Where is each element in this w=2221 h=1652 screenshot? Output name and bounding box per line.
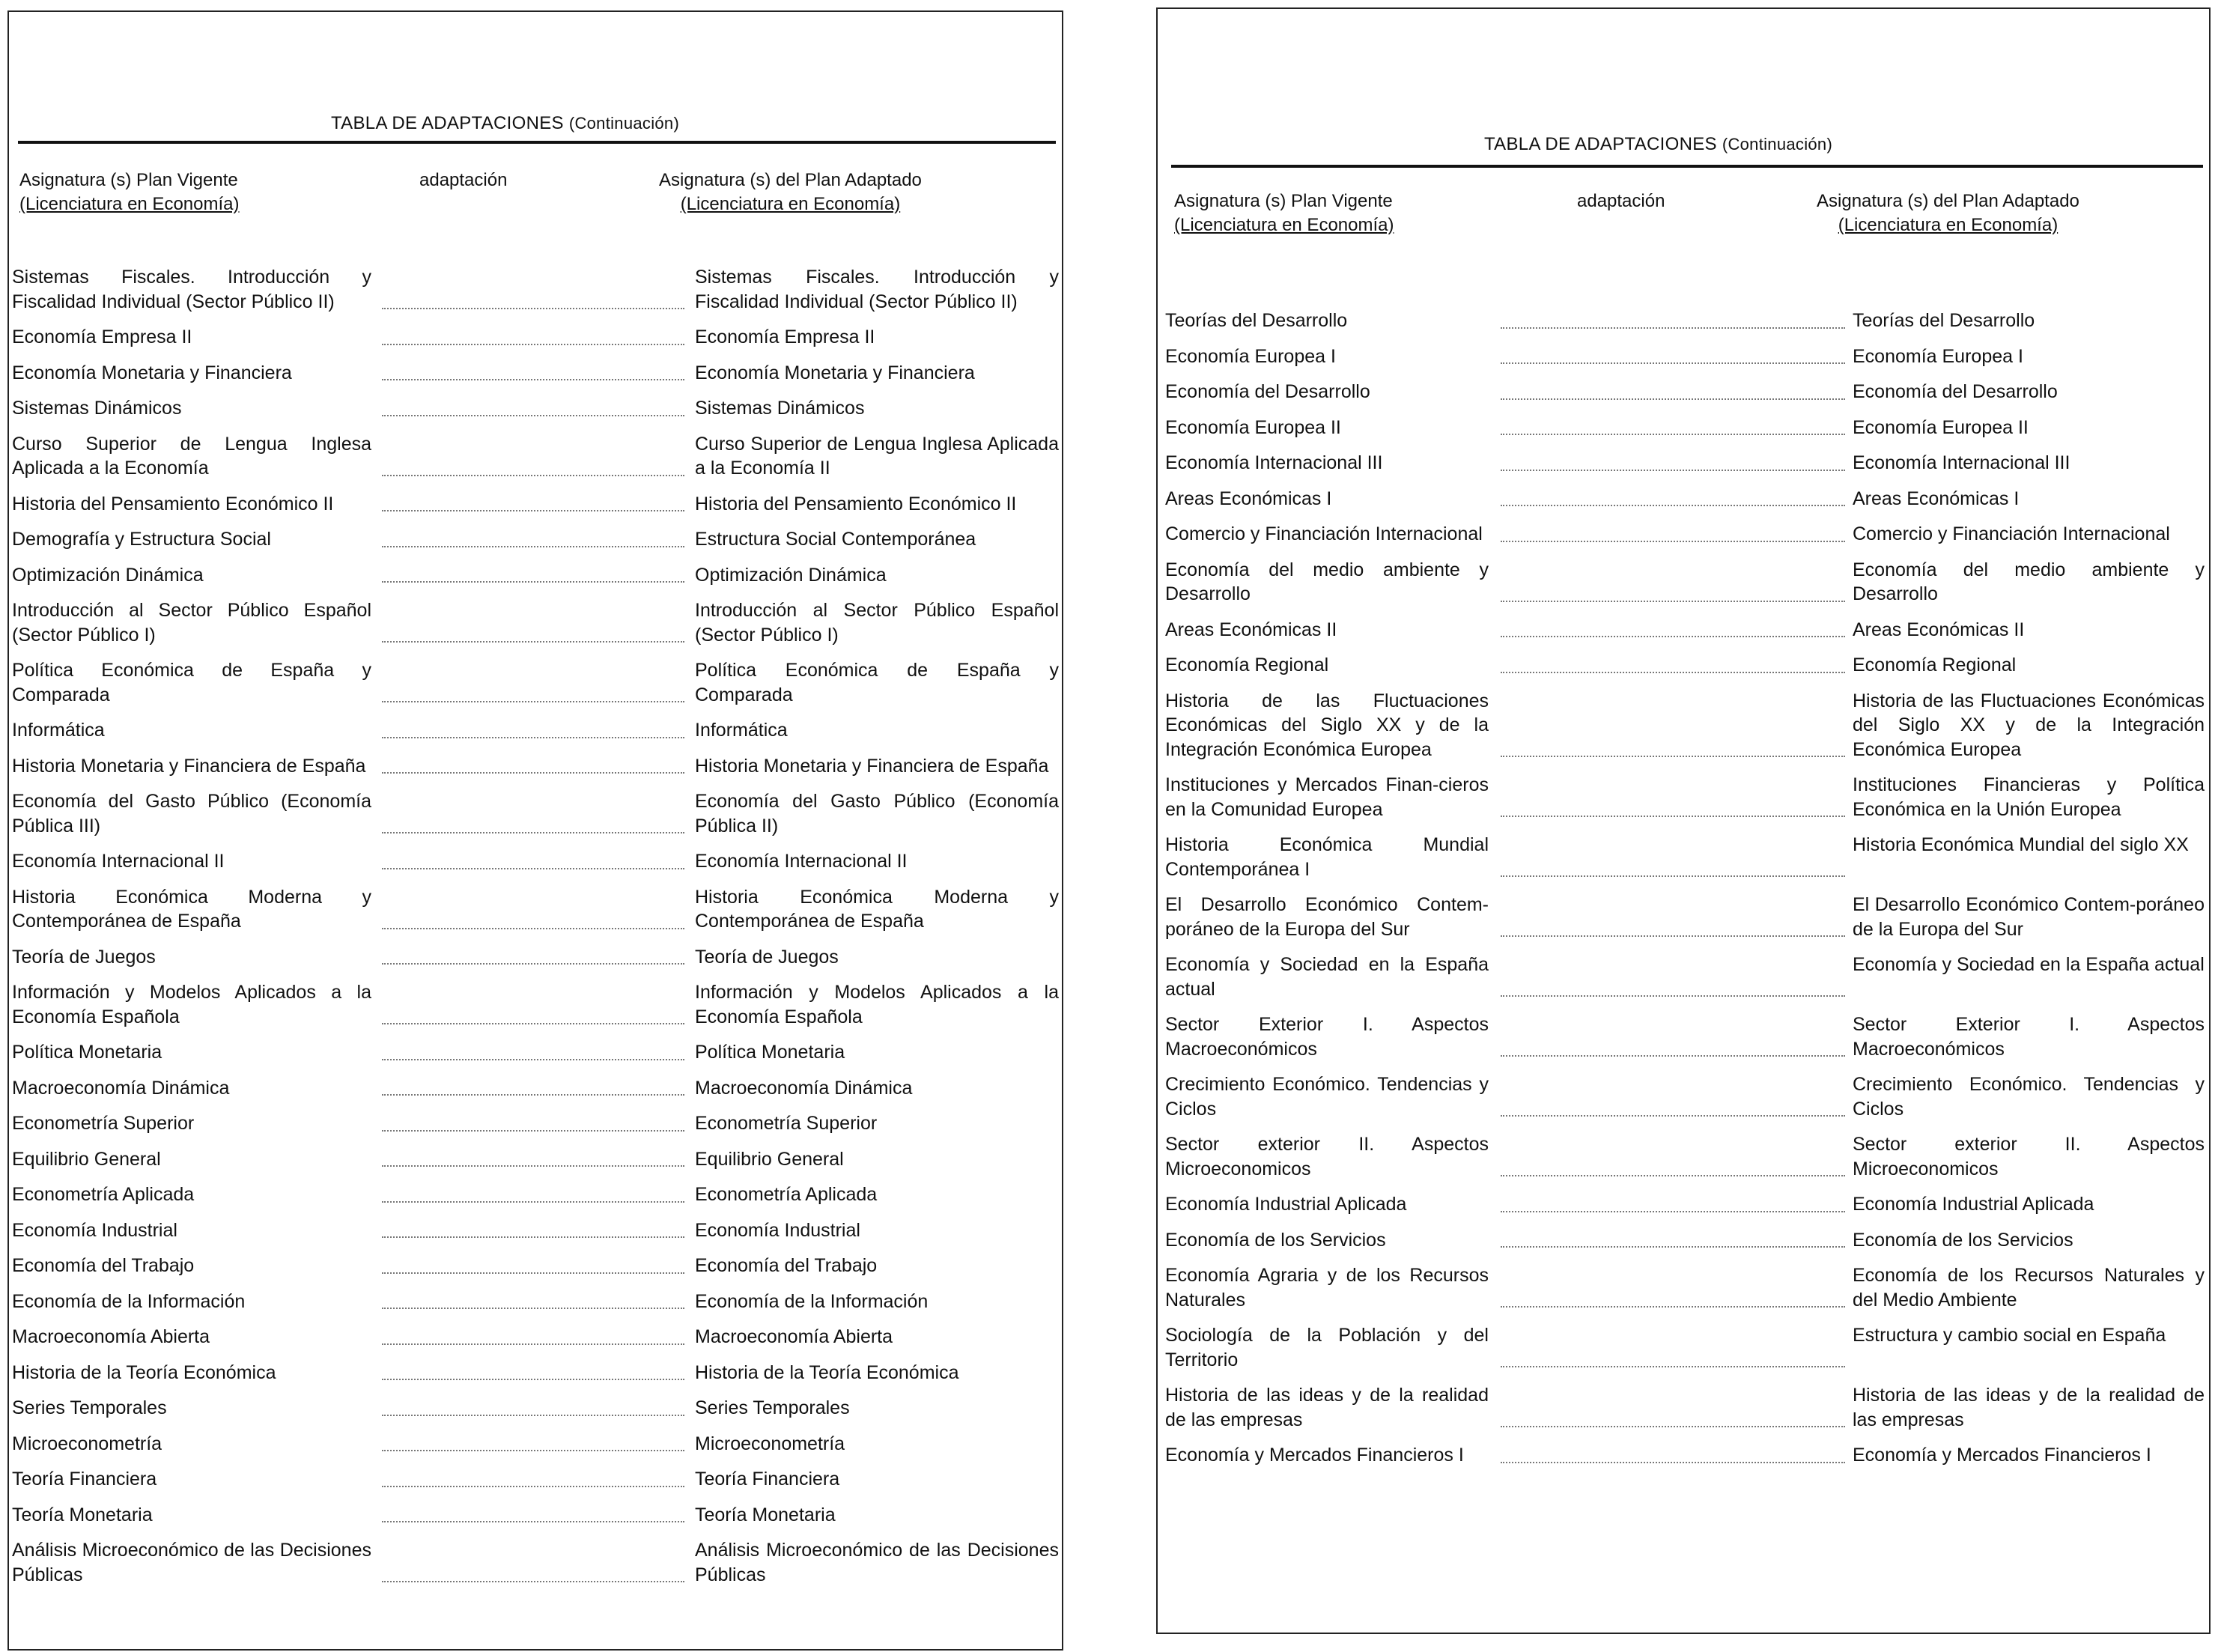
asignatura-plan-adaptado: Economía y Sociedad en la España actual — [1853, 954, 2205, 975]
asignatura-plan-adaptado: Economía Europea II — [1853, 416, 2029, 438]
header-plan-vigente — [1174, 189, 1394, 237]
asignatura-plan-adaptado: Historia de las Fluctuaciones Económicas del Siglo XX y de la Integración Económica Europea — [1853, 690, 2205, 760]
leader-dots — [1501, 434, 1845, 435]
leader-dots — [1501, 1246, 1845, 1248]
table-row — [1158, 1132, 2209, 1181]
asignatura-plan-vigente: Historia Económica Moderna y Contemporánea de España — [12, 886, 371, 932]
asignatura-plan-adaptado: Economía Monetaria y Financiera — [695, 362, 975, 383]
leader-dots — [1501, 327, 1845, 329]
asignatura-plan-adaptado: Economía Empresa II — [695, 327, 875, 347]
table-row — [9, 1361, 1062, 1385]
asignatura-plan-adaptado: Economía Internacional II — [695, 851, 908, 872]
asignatura-plan-adaptado: Economía Europea I — [1853, 345, 2023, 367]
asignatura-plan-adaptado: Política Económica de España y Comparada — [695, 660, 1059, 705]
asignatura-plan-adaptado: Econometría Superior — [695, 1113, 878, 1134]
leader-dots — [1501, 1306, 1845, 1308]
leader-dots — [382, 510, 684, 511]
document-page-right — [1156, 7, 2211, 1634]
asignatura-plan-adaptado: Análisis Microeconómico de las Decisiones Públicas — [695, 1540, 1059, 1585]
title-suffix: (Continuación) — [568, 114, 680, 133]
header-vigente-line2: (Licenciatura en Economía) — [19, 194, 240, 214]
table-row — [9, 432, 1062, 481]
asignatura-plan-vigente: Introducción al Sector Público Español (Sector Público I) — [12, 600, 371, 646]
table-row — [9, 1147, 1062, 1172]
table-title — [331, 113, 679, 134]
header-adaptado-line2: (Licenciatura en Economía) — [680, 194, 901, 214]
asignatura-plan-adaptado: Microeconometría — [695, 1433, 845, 1454]
asignatura-plan-vigente: Demografía y Estructura Social — [12, 529, 271, 550]
table-row — [9, 492, 1062, 517]
asignatura-plan-adaptado: Economía Regional — [1853, 655, 2017, 675]
header-rule — [18, 141, 1056, 144]
table-row — [9, 265, 1062, 314]
asignatura-plan-vigente: Series Temporales — [12, 1397, 167, 1418]
table-row — [9, 1325, 1062, 1349]
leader-dots — [1501, 935, 1845, 937]
header-adaptado-line2: (Licenciatura en Economía) — [1838, 215, 2059, 235]
leader-dots — [382, 1236, 684, 1238]
asignatura-plan-vigente: El Desarrollo Económico Contem-poráneo de la Europa del Sur — [1165, 894, 1489, 940]
asignatura-plan-vigente: Economía Monetaria y Financiera — [12, 362, 292, 383]
asignatura-plan-adaptado: Historia de las ideas y de la realidad de las empresas — [1853, 1385, 2205, 1430]
table-row — [1158, 1192, 2209, 1217]
asignatura-plan-vigente: Instituciones y Mercados Finan-cieros en la Comunidad Europea — [1165, 774, 1489, 820]
table-row — [9, 945, 1062, 970]
asignatura-plan-adaptado: Estructura Social Contemporánea — [695, 529, 976, 550]
asignatura-plan-vigente: Economía Internacional III — [1165, 452, 1383, 473]
leader-dots — [1501, 1426, 1845, 1427]
table-row — [1158, 1228, 2209, 1253]
asignatura-plan-vigente: Economía Agraria y de los Recursos Naturales — [1165, 1265, 1489, 1311]
table-row — [9, 1467, 1062, 1492]
asignatura-plan-adaptado: Economía Industrial — [695, 1219, 860, 1241]
asignatura-plan-vigente: Areas Económicas I — [1165, 488, 1332, 509]
table-row — [1158, 344, 2209, 369]
asignatura-plan-vigente: Economía y Sociedad en la España actual — [1165, 954, 1489, 1000]
asignatura-plan-vigente: Microeconometría — [12, 1433, 162, 1454]
leader-dots — [382, 868, 684, 869]
asignatura-plan-vigente: Econometría Superior — [12, 1113, 195, 1134]
table-row — [9, 754, 1062, 779]
table-row — [9, 1218, 1062, 1243]
asignatura-plan-adaptado: Economía Internacional III — [1853, 452, 2070, 473]
asignatura-plan-adaptado: Sector Exterior I. Aspectos Macroeconómicos — [1853, 1014, 2205, 1060]
table-title — [1484, 134, 1832, 155]
table-row — [1158, 689, 2209, 762]
asignatura-plan-vigente: Política Monetaria — [12, 1042, 162, 1063]
table-row — [9, 1503, 1062, 1528]
table-row — [1158, 653, 2209, 678]
header-plan-vigente — [19, 168, 239, 216]
asignatura-plan-adaptado: Areas Económicas I — [1853, 488, 2020, 509]
asignatura-plan-vigente: Economía Europea I — [1165, 345, 1336, 367]
asignatura-plan-vigente: Economía de la Información — [12, 1290, 246, 1312]
leader-dots — [382, 832, 684, 833]
asignatura-plan-vigente: Informática — [12, 720, 105, 741]
asignatura-plan-vigente: Economía de los Servicios — [1165, 1229, 1386, 1251]
leader-dots — [382, 1059, 684, 1060]
asignatura-plan-adaptado: Instituciones Financieras y Política Económica en la Unión Europea — [1853, 774, 2205, 820]
asignatura-plan-adaptado: Macroeconomía Dinámica — [695, 1077, 913, 1099]
asignatura-plan-adaptado: Economía del Trabajo — [695, 1255, 878, 1276]
asignatura-plan-adaptado: Economía de los Servicios — [1853, 1229, 2073, 1251]
asignatura-plan-vigente: Sociología de la Población y del Territorio — [1165, 1325, 1489, 1370]
asignatura-plan-vigente: Comercio y Financiación Internacional — [1165, 523, 1483, 544]
table-row — [9, 1396, 1062, 1421]
asignatura-plan-adaptado: Sector exterior II. Aspectos Microeconomicos — [1853, 1134, 2205, 1179]
leader-dots — [1501, 362, 1845, 364]
asignatura-plan-adaptado: Estructura y cambio social en España — [1853, 1325, 2166, 1346]
leader-dots — [1501, 505, 1845, 506]
leader-dots — [1501, 1055, 1845, 1057]
asignatura-plan-adaptado: Sistemas Dinámicos — [695, 398, 865, 419]
header-adaptado-line1: Asignatura (s) del Plan Adaptado — [659, 170, 922, 190]
header-plan-adaptado — [659, 168, 922, 216]
leader-dots — [1501, 398, 1845, 400]
leader-dots — [382, 701, 684, 702]
leader-dots — [382, 308, 684, 309]
asignatura-plan-vigente: Historia de la Teoría Económica — [12, 1361, 276, 1383]
asignatura-plan-adaptado: Sistemas Fiscales. Introducción y Fiscalidad Individual (Sector Público II) — [695, 267, 1059, 312]
asignatura-plan-vigente: Macroeconomía Abierta — [12, 1326, 210, 1347]
table-row — [9, 849, 1062, 874]
asignatura-plan-vigente: Análisis Microeconómico de las Decisiones Públicas — [12, 1540, 371, 1585]
asignatura-plan-vigente: Economía Empresa II — [12, 327, 192, 347]
leader-dots — [382, 1130, 684, 1132]
leader-dots — [1501, 1175, 1845, 1176]
asignatura-plan-vigente: Economía del Gasto Público (Economía Pública III) — [12, 791, 371, 836]
asignatura-plan-adaptado: Crecimiento Económico. Tendencias y Ciclos — [1853, 1074, 2205, 1120]
table-row — [1158, 833, 2209, 881]
leader-dots — [1501, 636, 1845, 637]
table-row — [1158, 1263, 2209, 1312]
asignatura-plan-adaptado: Historia Monetaria y Financiera de España — [695, 755, 1049, 777]
table-row — [9, 1254, 1062, 1278]
table-row — [9, 1432, 1062, 1457]
table-row — [9, 598, 1062, 647]
table-row — [1158, 416, 2209, 440]
asignatura-plan-vigente: Teorías del Desarrollo — [1165, 310, 1348, 331]
leader-dots — [382, 1094, 684, 1096]
asignatura-plan-adaptado: Información y Modelos Aplicados a la Economía Española — [695, 982, 1059, 1027]
title-text: TABLA DE ADAPTACIONES — [1484, 134, 1717, 154]
asignatura-plan-vigente: Teoría de Juegos — [12, 946, 156, 968]
table-row — [9, 658, 1062, 707]
asignatura-plan-adaptado: Curso Superior de Lengua Inglesa Aplicada a la Economía II — [695, 433, 1059, 479]
asignatura-plan-adaptado: Series Temporales — [695, 1397, 850, 1418]
leader-dots — [1501, 672, 1845, 673]
asignatura-plan-adaptado: Economía y Mercados Financieros I — [1853, 1445, 2151, 1466]
asignatura-plan-vigente: Crecimiento Económico. Tendencias y Ciclos — [1165, 1074, 1489, 1120]
asignatura-plan-vigente: Historia del Pensamiento Económico II — [12, 493, 334, 514]
table-row — [9, 563, 1062, 588]
asignatura-plan-adaptado: El Desarrollo Económico Contem-poráneo de la Europa del Sur — [1853, 894, 2205, 940]
leader-dots — [1501, 470, 1845, 471]
table-row — [9, 1290, 1062, 1314]
leader-dots — [1501, 816, 1845, 817]
leader-dots — [382, 1521, 684, 1522]
asignatura-plan-vigente: Teoría Monetaria — [12, 1504, 153, 1525]
table-row — [9, 1538, 1062, 1587]
leader-dots — [382, 928, 684, 929]
asignatura-plan-vigente: Economía Internacional II — [12, 851, 225, 872]
table-row — [9, 361, 1062, 386]
header-vigente-line2: (Licenciatura en Economía) — [1174, 215, 1394, 235]
table-row — [9, 789, 1062, 838]
header-adaptacion: adaptación — [419, 170, 508, 190]
table-row — [1158, 558, 2209, 607]
asignatura-plan-adaptado: Política Monetaria — [695, 1042, 845, 1063]
leader-dots — [1501, 995, 1845, 997]
asignatura-plan-adaptado: Teoría Monetaria — [695, 1504, 836, 1525]
asignatura-plan-adaptado: Economía de la Información — [695, 1290, 929, 1312]
table-row — [1158, 953, 2209, 1001]
header-adaptacion: adaptación — [1577, 191, 1665, 211]
asignatura-plan-vigente: Optimización Dinámica — [12, 564, 204, 586]
header-rule — [1171, 165, 2203, 168]
asignatura-plan-vigente: Historia Económica Mundial Contemporánea I — [1165, 834, 1489, 880]
asignatura-plan-vigente: Sistemas Fiscales. Introducción y Fiscalidad Individual (Sector Público II) — [12, 267, 371, 312]
leader-dots — [382, 1308, 684, 1309]
asignatura-plan-adaptado: Economía del Desarrollo — [1853, 381, 2058, 402]
leader-dots — [382, 475, 684, 476]
asignatura-plan-vigente: Areas Económicas II — [1165, 619, 1337, 640]
table-row — [1158, 380, 2209, 404]
table-row — [9, 325, 1062, 350]
asignatura-plan-vigente: Teoría Financiera — [12, 1469, 157, 1489]
leader-dots — [382, 1165, 684, 1167]
leader-dots — [382, 737, 684, 738]
table-row — [1158, 522, 2209, 547]
leader-dots — [382, 546, 684, 547]
table-row — [1158, 893, 2209, 941]
table-row — [1158, 1443, 2209, 1468]
leader-dots — [382, 379, 684, 380]
asignatura-plan-vigente: Historia Monetaria y Financiera de España — [12, 755, 366, 777]
table-row — [9, 396, 1062, 421]
asignatura-plan-vigente: Sistemas Dinámicos — [12, 398, 182, 419]
asignatura-plan-adaptado: Areas Económicas II — [1853, 619, 2025, 640]
asignatura-plan-adaptado: Econometría Aplicada — [695, 1184, 878, 1205]
leader-dots — [1501, 875, 1845, 877]
table-row — [1158, 1012, 2209, 1061]
leader-dots — [382, 772, 684, 774]
table-row — [9, 1111, 1062, 1136]
header-adaptado-line1: Asignatura (s) del Plan Adaptado — [1817, 191, 2079, 211]
leader-dots — [1501, 1462, 1845, 1463]
asignatura-plan-adaptado: Informática — [695, 720, 788, 741]
asignatura-plan-adaptado: Teoría Financiera — [695, 1469, 840, 1489]
asignatura-plan-vigente: Economía del medio ambiente y Desarrollo — [1165, 559, 1489, 604]
asignatura-plan-vigente: Curso Superior de Lengua Inglesa Aplicada a la Economía — [12, 433, 371, 479]
leader-dots — [382, 344, 684, 345]
table-row — [9, 718, 1062, 743]
table-row — [9, 980, 1062, 1029]
leader-dots — [382, 1581, 684, 1582]
asignatura-plan-adaptado: Historia Económica Moderna y Contemporánea de España — [695, 886, 1059, 932]
asignatura-plan-adaptado: Teoría de Juegos — [695, 946, 839, 968]
asignatura-plan-adaptado: Macroeconomía Abierta — [695, 1326, 893, 1347]
leader-dots — [382, 1415, 684, 1416]
table-row — [1158, 618, 2209, 643]
asignatura-plan-adaptado: Economía Industrial Aplicada — [1853, 1194, 2094, 1215]
asignatura-plan-vigente: Econometría Aplicada — [12, 1184, 195, 1205]
asignatura-plan-adaptado: Economía del Gasto Público (Economía Pública II) — [695, 791, 1059, 836]
asignatura-plan-adaptado: Economía del medio ambiente y Desarrollo — [1853, 559, 2205, 604]
table-row — [1158, 1072, 2209, 1121]
asignatura-plan-vigente: Macroeconomía Dinámica — [12, 1077, 230, 1099]
asignatura-plan-vigente: Economía Europea II — [1165, 416, 1341, 438]
asignatura-plan-vigente: Economía y Mercados Financieros I — [1165, 1445, 1464, 1466]
title-text: TABLA DE ADAPTACIONES — [331, 113, 564, 133]
leader-dots — [1501, 601, 1845, 602]
asignatura-plan-vigente: Historia de las Fluctuaciones Económicas del Siglo XX y de la Integración Económica Europea — [1165, 690, 1489, 760]
table-row — [9, 885, 1062, 934]
leader-dots — [382, 963, 684, 965]
leader-dots — [1501, 541, 1845, 542]
leader-dots — [1501, 1211, 1845, 1212]
table-row — [1158, 309, 2209, 333]
table-row — [1158, 451, 2209, 476]
asignatura-plan-vigente: Economía Regional — [1165, 655, 1329, 675]
asignatura-plan-adaptado: Historia de la Teoría Económica — [695, 1361, 959, 1383]
asignatura-plan-vigente: Economía del Desarrollo — [1165, 381, 1370, 402]
asignatura-plan-adaptado: Introducción al Sector Público Español (Sector Público I) — [695, 600, 1059, 646]
asignatura-plan-adaptado: Historia del Pensamiento Económico II — [695, 493, 1017, 514]
table-row — [1158, 1323, 2209, 1372]
leader-dots — [382, 1343, 684, 1345]
asignatura-plan-adaptado: Economía de los Recursos Naturales y del Medio Ambiente — [1853, 1265, 2205, 1311]
asignatura-plan-vigente: Sector Exterior I. Aspectos Macroeconómicos — [1165, 1014, 1489, 1060]
title-suffix: (Continuación) — [1722, 135, 1833, 154]
leader-dots — [1501, 756, 1845, 757]
leader-dots — [382, 1486, 684, 1487]
leader-dots — [382, 1272, 684, 1274]
leader-dots — [382, 1450, 684, 1451]
asignatura-plan-adaptado: Historia Económica Mundial del siglo XX — [1853, 834, 2189, 855]
leader-dots — [382, 415, 684, 416]
asignatura-plan-adaptado: Equilibrio General — [695, 1148, 844, 1170]
header-plan-adaptado — [1817, 189, 2079, 237]
table-row — [9, 1040, 1062, 1065]
table-row — [9, 1182, 1062, 1207]
asignatura-plan-vigente: Equilibrio General — [12, 1148, 161, 1170]
document-page-left — [7, 10, 1063, 1651]
leader-dots — [382, 581, 684, 583]
table-row — [1158, 487, 2209, 511]
header-vigente-line1: Asignatura (s) Plan Vigente — [19, 170, 238, 190]
asignatura-plan-vigente: Información y Modelos Aplicados a la Economía Española — [12, 982, 371, 1027]
asignatura-plan-adaptado: Teorías del Desarrollo — [1853, 310, 2035, 331]
leader-dots — [382, 1023, 684, 1024]
table-row — [1158, 773, 2209, 822]
table-row — [9, 1076, 1062, 1101]
leader-dots — [382, 1201, 684, 1203]
asignatura-plan-vigente: Política Económica de España y Comparada — [12, 660, 371, 705]
table-row — [1158, 1383, 2209, 1432]
asignatura-plan-vigente: Economía Industrial Aplicada — [1165, 1194, 1407, 1215]
asignatura-plan-adaptado: Comercio y Financiación Internacional — [1853, 523, 2170, 544]
header-vigente-line1: Asignatura (s) Plan Vigente — [1174, 191, 1393, 211]
leader-dots — [382, 641, 684, 643]
asignatura-plan-vigente: Sector exterior II. Aspectos Microeconomicos — [1165, 1134, 1489, 1179]
leader-dots — [1501, 1115, 1845, 1117]
asignatura-plan-adaptado: Optimización Dinámica — [695, 564, 887, 586]
leader-dots — [382, 1379, 684, 1380]
asignatura-plan-vigente: Historia de las ideas y de la realidad de las empresas — [1165, 1385, 1489, 1430]
leader-dots — [1501, 1366, 1845, 1367]
asignatura-plan-vigente: Economía del Trabajo — [12, 1255, 195, 1276]
asignatura-plan-vigente: Economía Industrial — [12, 1219, 177, 1241]
table-row — [9, 527, 1062, 552]
